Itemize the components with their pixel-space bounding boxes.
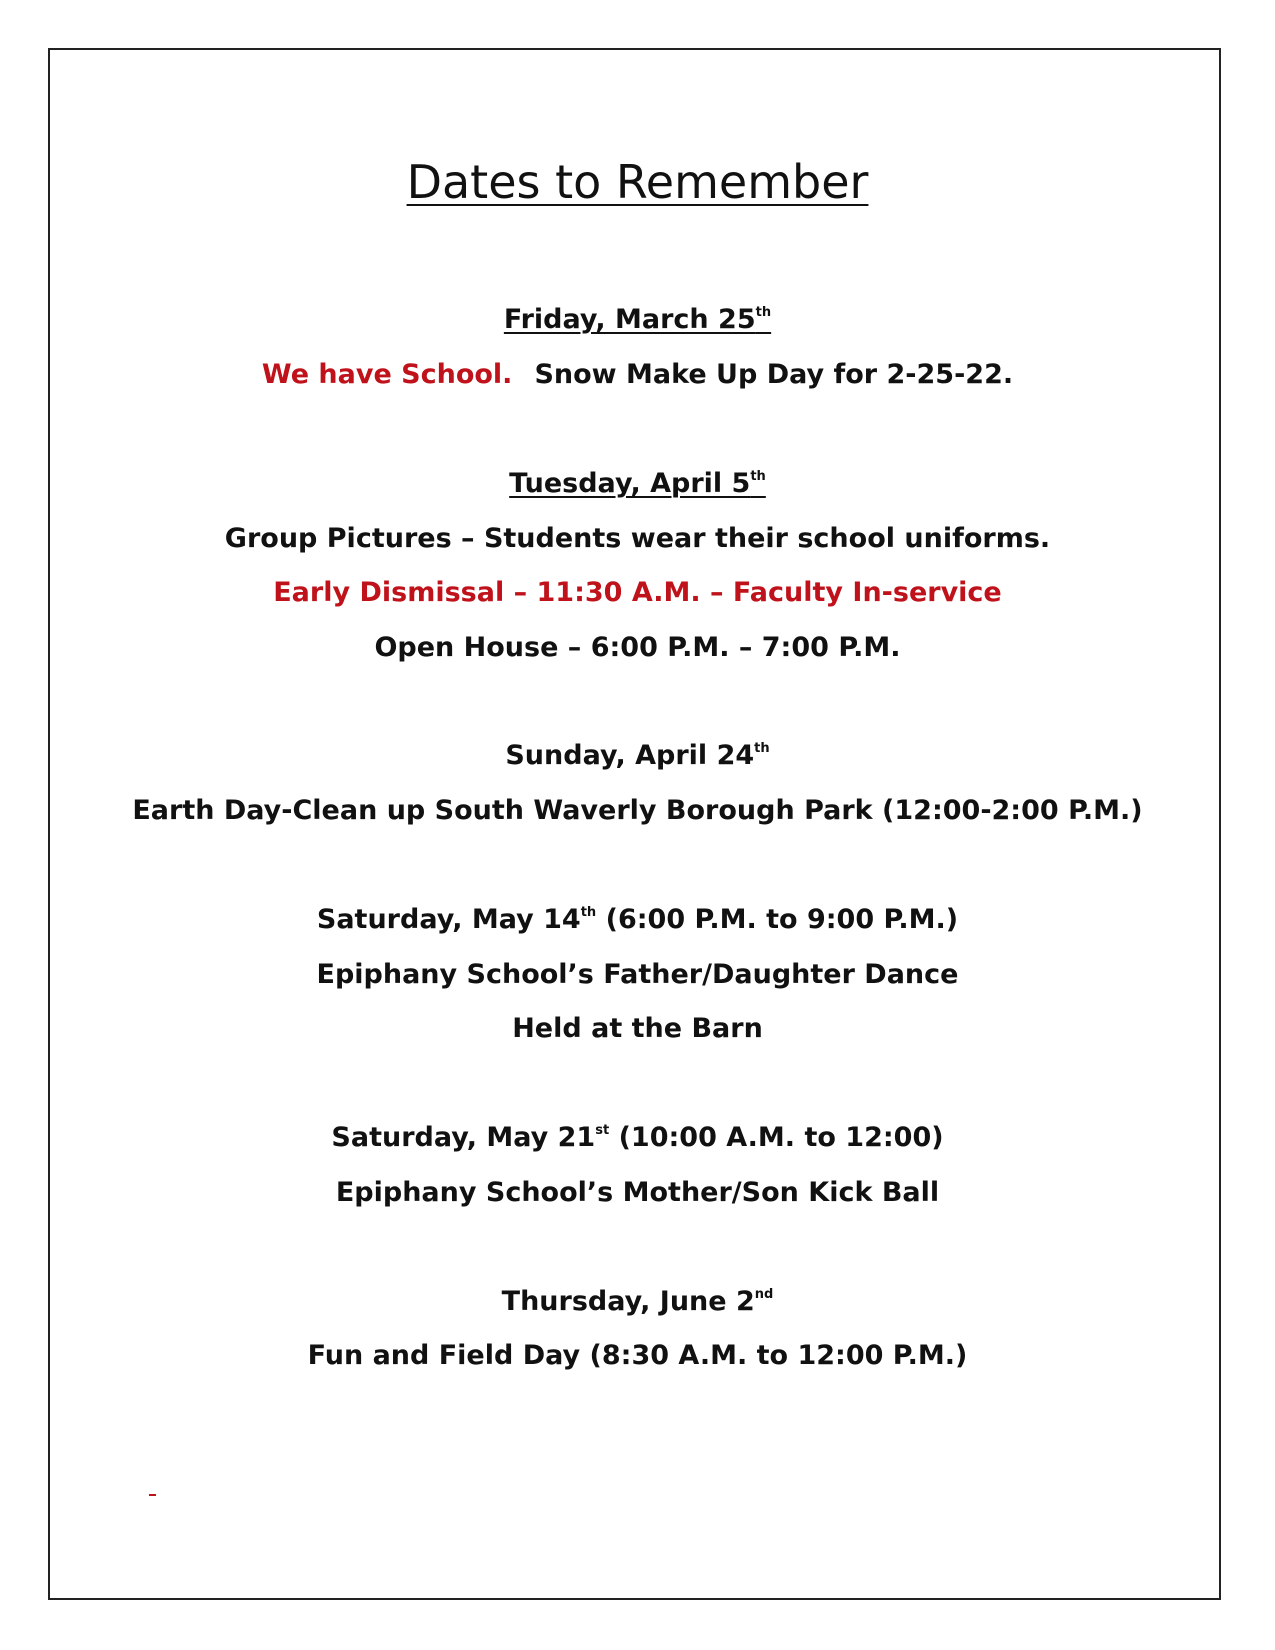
page-title: Dates to Remember: [406, 155, 869, 209]
event-date: Thursday, June 2nd: [501, 1286, 774, 1317]
event-line: Open House – 6:00 P.M. – 7:00 P.M.: [374, 632, 901, 663]
event-line: Earth Day-Clean up South Waverly Borough Park (12:00-2:00 P.M.): [132, 795, 1143, 826]
event-date: Sunday, April 24th: [505, 740, 770, 771]
event-date: Saturday, May 14th (6:00 P.M. to 9:00 P.M.): [316, 904, 959, 935]
event-date: Friday, March 25th: [503, 304, 772, 335]
event-line-red: Early Dismissal – 11:30 A.M. – Faculty In-service: [273, 577, 1002, 608]
event-line: [0, 357, 1275, 393]
event-note: Snow Make Up Day for 2-25-22.: [534, 359, 1014, 390]
event-line: Epiphany School’s Mother/Son Kick Ball: [335, 1177, 940, 1208]
red-note: We have School.: [261, 359, 513, 390]
event-date: Saturday, May 21st (10:00 A.M. to 12:00): [331, 1122, 944, 1153]
event-line: Epiphany School’s Father/Daughter Dance: [316, 959, 959, 990]
event-line: Held at the Barn: [512, 1013, 763, 1044]
event-line: Group Pictures – Students wear their school uniforms.: [224, 523, 1051, 554]
event-date: Tuesday, April 5th: [509, 468, 766, 499]
stray-mark: [149, 1494, 156, 1496]
event-line: Fun and Field Day (8:30 A.M. to 12:00 P.M.): [307, 1340, 968, 1371]
